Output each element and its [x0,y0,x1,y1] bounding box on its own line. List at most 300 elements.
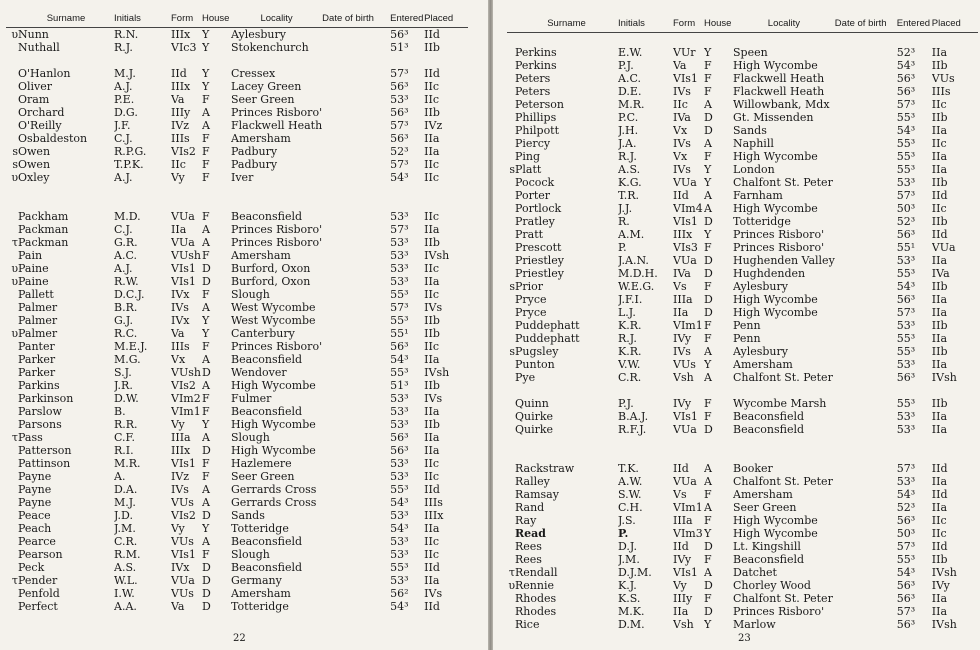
form-cell: VIs2 [171,509,196,522]
form-cell: VUs [171,587,194,600]
surname-cell: Osbaldeston [18,132,88,145]
entered-cell: 56³ [896,72,916,85]
house-cell: F [704,150,712,163]
initials-cell: K.G. [618,176,642,189]
initials-cell: A.S. [114,561,137,574]
dob-cell [322,574,390,587]
row-marker [6,470,18,483]
placed-cell: IIb [424,314,440,327]
table-row [6,327,468,340]
house-cell: F [704,72,712,85]
initials-cell: R.J. [114,41,133,54]
house-cell: Y [704,228,712,241]
surname-cell: Paine [18,262,49,275]
row-marker [6,496,18,509]
dob-cell [322,41,390,54]
register-rows-right [507,33,978,632]
initials-cell: J.F. [114,119,131,132]
placed-cell: IIa [931,605,948,618]
locality-cell: Flackwell Heath [733,72,825,85]
surname-cell: Priestley [515,254,564,267]
row-marker: s [509,280,515,293]
house-cell: F [202,158,210,171]
surname-cell: Pearson [18,548,63,561]
initials-cell: C.F. [114,431,135,444]
row-marker: υ [11,262,18,275]
row-marker [6,340,18,353]
row-marker [6,314,18,327]
placed-cell: IIb [424,236,440,249]
placed-cell: IIb [931,345,948,358]
form-cell: Vx [171,353,186,366]
surname-cell: Platt [515,163,542,176]
entered-cell: 55³ [896,137,916,150]
form-cell: IVa [673,111,691,124]
initials-cell: R.M. [114,548,141,561]
dob-cell [835,501,897,514]
entered-cell: 57³ [896,189,916,202]
house-cell: Y [202,522,210,535]
table-row [507,553,978,566]
table-row [507,176,978,189]
initials-cell: A.W. [618,475,643,488]
dob-cell [322,535,390,548]
initials-cell: M.R. [114,457,141,470]
table-row [507,280,978,293]
initials-cell: G.R. [114,236,138,249]
dob-cell [835,176,897,189]
placed-cell: IIb [424,106,440,119]
form-cell: VIs1 [171,275,196,288]
table-row [507,267,978,280]
placed-cell: IIc [424,262,440,275]
placed-cell: VUa [931,241,956,254]
dob-cell [835,137,897,150]
table-row [6,80,468,93]
form-cell: Vy [171,522,185,535]
entered-cell: 54³ [896,566,916,579]
entered-cell: 57³ [390,119,409,132]
table-row [6,145,468,158]
row-marker [507,124,515,137]
table-row [6,587,468,600]
row-marker [6,405,18,418]
table-row [507,592,978,605]
form-cell: VUa [171,574,195,587]
surname-cell: Portlock [515,202,562,215]
header-house: House [704,16,733,33]
dob-cell [835,124,897,137]
locality-cell: Princes Risboro' [231,236,323,249]
initials-cell: S.W. [618,488,642,501]
house-cell: F [202,548,210,561]
locality-cell: Chalfont St. Peter [733,371,833,384]
entered-cell: 50³ [896,202,916,215]
form-cell: VIm1 [171,405,201,418]
house-cell: A [202,353,210,366]
locality-cell: London [733,163,775,176]
placed-cell: IIa [424,574,440,587]
form-cell: VUa [673,176,697,189]
locality-cell: Canterbury [231,327,295,340]
initials-cell: J.H. [618,124,639,137]
dob-cell [322,496,390,509]
form-cell: VIs1 [171,548,196,561]
placed-cell: IVy [931,579,950,592]
surname-cell: O'Reilly [18,119,62,132]
placed-cell: IVz [424,119,443,132]
initials-cell: S.J. [114,366,132,379]
house-cell: D [202,587,211,600]
initials-cell: P.C. [618,111,639,124]
house-cell: D [704,267,713,280]
entered-cell: 53³ [390,509,409,522]
entered-cell: 56³ [390,106,409,119]
gap-cell [6,197,468,210]
house-cell: Y [704,46,712,59]
placed-cell: IIb [931,553,948,566]
row-marker [507,306,515,319]
initials-cell: E.W. [618,46,643,59]
table-row [507,332,978,345]
entered-cell: 56³ [390,132,409,145]
initials-cell: P. [618,527,629,540]
table-row [507,423,978,436]
house-cell: A [202,106,210,119]
entered-cell: 54³ [896,488,916,501]
locality-cell: High Wycombe [231,444,316,457]
row-marker [507,267,515,280]
surname-cell: Pattinson [18,457,71,470]
surname-cell: Puddephatt [515,319,580,332]
dob-cell [835,345,897,358]
entered-cell: 53³ [896,410,916,423]
house-cell: A [202,496,210,509]
entered-cell: 55³ [896,397,916,410]
table-row [6,210,468,223]
surname-cell: Rackstraw [515,462,575,475]
table-row [6,171,468,184]
dob-cell [322,262,390,275]
house-cell: A [202,379,210,392]
locality-cell: Aylesbury [733,345,788,358]
table-row [507,215,978,228]
placed-cell: IId [931,228,948,241]
house-cell: Y [202,418,210,431]
entered-cell: 53³ [390,236,409,249]
locality-cell: Booker [733,462,773,475]
gap-cell [507,33,978,47]
surname-cell: Parslow [18,405,62,418]
house-cell: D [704,111,713,124]
section-gap [507,384,978,397]
initials-cell: C.H. [618,501,643,514]
row-marker [6,522,18,535]
placed-cell: IIc [931,202,947,215]
placed-cell: IIa [424,353,440,366]
locality-cell: Princes Risboro' [733,228,825,241]
surname-cell: Peach [18,522,52,535]
row-marker [6,288,18,301]
form-cell: IVy [673,553,692,566]
initials-cell: C.J. [114,132,133,145]
locality-cell: Beaconsfield [231,353,303,366]
dob-cell [835,241,897,254]
row-marker [6,210,18,223]
form-cell: Vsh [673,371,694,384]
locality-cell: Sands [231,509,265,522]
table-row [507,410,978,423]
surname-cell: Oliver [18,80,53,93]
initials-cell: T.K. [618,462,639,475]
house-cell: D [202,366,211,379]
form-cell: VIs1 [673,215,698,228]
initials-cell: A.C. [618,72,641,85]
initials-cell: P.J. [618,59,634,72]
entered-cell: 54³ [390,171,409,184]
entered-cell: 53³ [390,535,409,548]
dob-cell [835,293,897,306]
row-marker [6,444,18,457]
entered-cell: 53³ [896,176,916,189]
placed-cell: IIc [424,548,440,561]
placed-cell: IId [931,540,948,553]
house-cell: F [704,332,712,345]
initials-cell: R.J. [618,150,637,163]
entered-cell: 56³ [896,618,916,631]
section-gap [6,184,468,197]
section-gap [6,197,468,210]
entered-cell: 56³ [390,80,409,93]
dob-cell [835,540,897,553]
row-marker [507,540,515,553]
row-marker [507,488,515,501]
table-row [507,98,978,111]
entered-cell: 56³ [896,579,916,592]
dob-cell [835,215,897,228]
row-marker: τ [11,236,18,249]
form-cell: VIc3 [171,41,197,54]
entered-cell: 53³ [390,470,409,483]
form-cell: Vsh [673,618,694,631]
entered-cell: 55³ [390,288,409,301]
locality-cell: High Wycombe [733,59,818,72]
locality-cell: High Wycombe [733,527,818,540]
placed-cell: IId [424,67,440,80]
locality-cell: Seer Green [231,93,295,106]
form-cell: IIIs [171,340,190,353]
dob-cell [322,106,390,119]
row-marker [507,202,515,215]
locality-cell: Slough [231,548,270,561]
locality-cell: Beaconsfield [231,561,303,574]
row-marker: s [509,163,515,176]
locality-cell: Beaconsfield [231,535,303,548]
locality-cell: Slough [231,431,270,444]
locality-cell: Beaconsfield [733,423,805,436]
entered-cell: 53³ [390,457,409,470]
dob-cell [322,275,390,288]
locality-cell: Princes Risboro' [733,605,825,618]
entered-cell: 53³ [390,93,409,106]
entered-cell: 51³ [390,379,409,392]
row-marker [507,150,515,163]
initials-cell: A.S. [618,163,641,176]
house-cell: F [704,592,712,605]
form-cell: IVz [171,470,190,483]
table-row [507,46,978,59]
house-cell: F [704,280,712,293]
left-page [0,0,488,650]
dob-cell [835,85,897,98]
house-cell: F [202,132,210,145]
table-row [6,67,468,80]
table-row [507,85,978,98]
header-initials: Initials [114,11,171,28]
form-cell: IIc [673,98,688,111]
placed-cell: IIc [931,514,947,527]
placed-cell: IIa [931,306,948,319]
row-marker [6,132,18,145]
initials-cell: C.J. [114,223,133,236]
form-cell: Va [171,600,185,613]
form-cell: VIs2 [171,379,196,392]
initials-cell: P.E. [114,93,135,106]
locality-cell: Stokenchurch [231,41,309,54]
surname-cell: Priestley [515,267,564,280]
locality-cell: High Wycombe [733,514,818,527]
dob-cell [322,444,390,457]
surname-cell: Palmer [18,301,58,314]
table-row [507,228,978,241]
dob-cell [322,418,390,431]
table-row [6,379,468,392]
table-row [6,262,468,275]
initials-cell: D.E. [618,85,642,98]
placed-cell: IIa [931,332,948,345]
form-cell: IVy [673,332,692,345]
form-cell: VIs1 [673,72,698,85]
form-cell: IVs [673,345,691,358]
entered-cell: 53³ [390,548,409,561]
house-cell: A [202,535,210,548]
dob-cell [835,267,897,280]
placed-cell: IIIx [424,509,444,522]
form-cell: IIIx [673,228,693,241]
surname-cell: Punton [515,358,555,371]
table-row [6,444,468,457]
dob-cell [835,475,897,488]
initials-cell: J.A.N. [618,254,649,267]
row-marker [507,228,515,241]
dob-cell [835,306,897,319]
entered-cell: 56³ [896,371,916,384]
dob-cell [322,80,390,93]
dob-cell [835,254,897,267]
row-marker [507,618,515,631]
entered-cell: 56³ [896,514,916,527]
locality-cell: Slough [231,288,270,301]
initials-cell: J.R. [114,379,133,392]
surname-cell: Oxley [18,171,50,184]
locality-cell: Cressex [231,67,276,80]
dob-cell [835,423,897,436]
surname-cell: Perfect [18,600,58,613]
header-entered: Entered [390,11,424,28]
initials-cell: K.R. [618,345,642,358]
house-cell: F [202,340,210,353]
surname-cell: Peters [515,85,551,98]
table-row [507,488,978,501]
surname-cell: Parker [18,353,56,366]
dob-cell [835,462,897,475]
surname-cell: Perkins [515,59,557,72]
initials-cell: C.R. [114,535,138,548]
house-cell: D [704,306,713,319]
placed-cell: IIa [424,431,440,444]
surname-cell: Patterson [18,444,72,457]
locality-cell: Hughdenden [733,267,806,280]
house-cell: D [704,254,713,267]
house-cell: F [704,514,712,527]
row-marker: υ [11,327,18,340]
form-cell: IIc [171,158,186,171]
locality-cell: High Wycombe [733,293,818,306]
row-marker [507,462,515,475]
form-cell: VIs3 [673,241,698,254]
placed-cell: IIc [424,288,440,301]
form-cell: VIs1 [673,410,698,423]
dob-cell [835,280,897,293]
header-initials: Initials [618,16,673,33]
initials-cell: D.G. [114,106,138,119]
row-marker: s [12,158,18,171]
dob-cell [835,163,897,176]
entered-cell: 55³ [896,111,916,124]
initials-cell: M.R. [618,98,645,111]
surname-cell: Payne [18,470,52,483]
surname-cell: Pearce [18,535,56,548]
gap-cell [507,449,978,462]
row-marker [6,223,18,236]
placed-cell: IIa [931,46,948,59]
placed-cell: IIc [931,137,947,150]
table-row [6,41,468,54]
surname-cell: Pugsley [515,345,559,358]
dob-cell [835,618,897,631]
surname-cell: Palmer [18,327,58,340]
form-cell: Vx [673,150,688,163]
locality-cell: Beaconsfield [231,210,303,223]
dob-cell [322,132,390,145]
entered-cell: 54³ [896,59,916,72]
initials-cell: D.J. [618,540,637,553]
table-row [6,431,468,444]
dob-cell [835,566,897,579]
locality-cell: Amersham [733,488,793,501]
initials-cell: R.I. [114,444,134,457]
row-marker: τ [508,566,515,579]
house-cell: Y [202,67,210,80]
placed-cell: IIa [931,254,948,267]
right-page [493,0,980,650]
entered-cell: 54³ [896,280,916,293]
surname-cell: Payne [18,496,52,509]
placed-cell: IIa [424,132,440,145]
table-row [507,319,978,332]
form-cell: VUa [171,210,195,223]
row-marker [507,319,515,332]
